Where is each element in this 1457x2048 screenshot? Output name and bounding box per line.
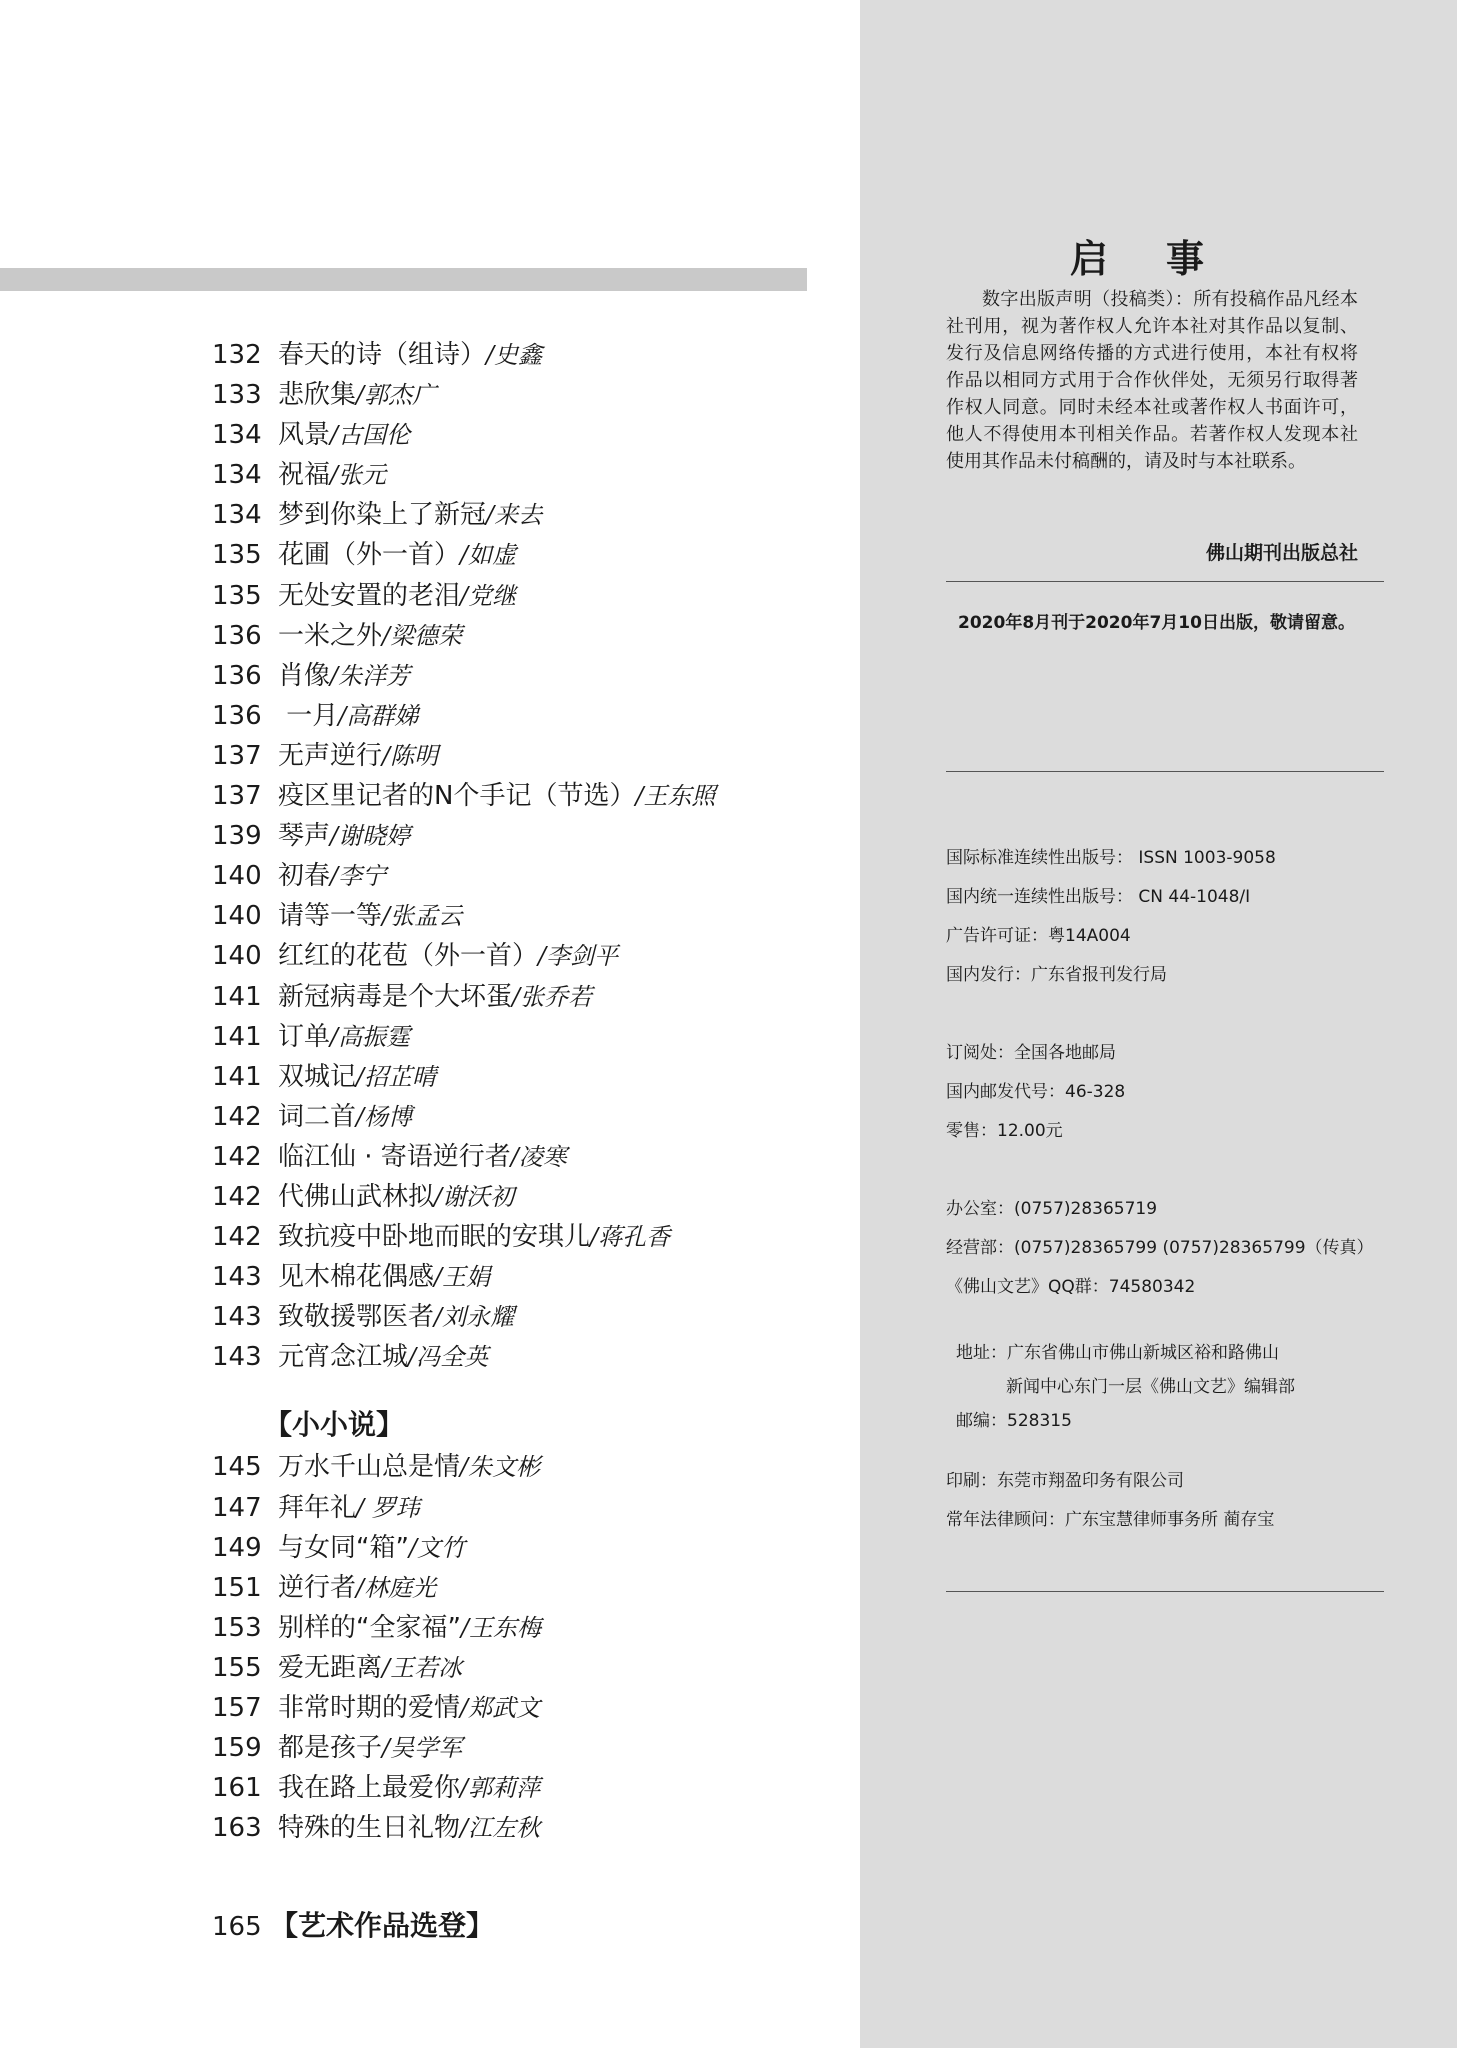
business-phone-line: 经营部：(0757)28365799 (0757)28365799（传真）: [946, 1238, 1374, 1258]
divider: [946, 771, 1384, 772]
toc-row: [212, 1688, 812, 1728]
page-number: 163: [212, 1813, 262, 1844]
entry-author: /吴学军: [382, 1734, 463, 1763]
section-title-art: 【艺术作品选登】: [270, 1909, 495, 1943]
toc-row: [212, 696, 812, 736]
page-number: 147: [212, 1492, 262, 1523]
entry-title: 逆行者: [278, 1572, 357, 1603]
toc-row: [212, 1568, 812, 1608]
qq-group-line: 《佛山文艺》QQ群：74580342: [946, 1277, 1196, 1297]
entry-title: 见木棉花偶感: [278, 1262, 435, 1293]
page-number: 133: [212, 380, 262, 411]
page-number: 145: [212, 1452, 262, 1483]
entry-author: /郭莉萍: [460, 1774, 541, 1803]
toc-row: [212, 1728, 812, 1768]
entry-author: /谢沃初: [434, 1182, 515, 1211]
entry-author: /张孟云: [382, 902, 463, 931]
office-phone-line: 办公室：(0757)28365719: [946, 1199, 1158, 1219]
entry-title: 致抗疫中卧地而眠的安琪儿: [278, 1222, 591, 1253]
entry-author: /林庭光: [356, 1573, 437, 1602]
address-line-2: 新闻中心东门一层《佛山文艺》编辑部: [1006, 1377, 1295, 1397]
entry-author: /王东梅: [460, 1613, 542, 1642]
toc-row: [212, 1608, 812, 1648]
page-number: 142: [212, 1181, 262, 1212]
page-number: 134: [212, 500, 262, 531]
issn-line: 国际标准连续性出版号： ISSN 1003-9058: [946, 848, 1276, 868]
entry-title: 疫区里记者的N个手记（节选）: [278, 781, 636, 812]
entry-title: 都是孩子: [278, 1733, 383, 1764]
page-number: 139: [212, 821, 262, 852]
entry-author: /梁德荣: [382, 621, 463, 650]
page-number: 142: [212, 1222, 262, 1253]
entry-author: /文竹: [408, 1533, 466, 1562]
page-number: 136: [212, 660, 262, 691]
entry-author: /郭杰广: [356, 381, 437, 410]
entry-author: /张元: [330, 461, 387, 490]
page-number: 136: [212, 700, 262, 731]
page-number: 142: [212, 1141, 262, 1172]
page-number: 143: [212, 1262, 262, 1293]
toc-row: [212, 616, 812, 656]
entry-title: 双城记: [278, 1061, 357, 1092]
entry-title: 代佛山武林拟: [278, 1181, 435, 1212]
entry-title: 悲欣集: [278, 380, 357, 411]
toc-row-art: [212, 1904, 812, 1948]
toc-row: [212, 736, 812, 776]
page-number: 136: [212, 620, 262, 651]
toc-row: [212, 495, 812, 535]
page-number: 140: [212, 861, 262, 892]
price-line: 零售：12.00元: [946, 1121, 1063, 1141]
divider: [946, 1591, 1384, 1592]
entry-title: 万水千山总是情: [278, 1452, 461, 1483]
entry-author: /冯全英: [408, 1343, 489, 1372]
entry-author: /王东照: [635, 782, 716, 811]
entry-title: 非常时期的爱情: [278, 1693, 461, 1723]
entry-author: /高振霆: [330, 1022, 411, 1051]
entry-title: 梦到你染上了新冠: [278, 500, 487, 531]
toc-row: [212, 1337, 812, 1377]
notice-signature: 佛山期刊出版总社: [1205, 542, 1358, 564]
toc-row: [212, 1217, 812, 1257]
section-title-fiction: 【小小说】: [264, 1408, 405, 1442]
page-number: 135: [212, 540, 262, 571]
entry-title: 特殊的生日礼物: [278, 1813, 461, 1844]
toc-row: [212, 656, 812, 696]
entry-title: 新冠病毒是个大坏蛋: [278, 981, 513, 1012]
page-number: 143: [212, 1302, 262, 1333]
toc-row: [212, 1257, 812, 1297]
entry-author: /招芷晴: [356, 1062, 437, 1091]
publication-note: 2020年8月刊于2020年7月10日出版，敬请留意。: [958, 613, 1355, 633]
entry-author: /江左秋: [460, 1814, 541, 1843]
entry-title: 订单: [278, 1021, 331, 1052]
toc-row: [212, 576, 812, 616]
entry-author: /李宁: [330, 862, 387, 891]
divider: [946, 581, 1384, 582]
toc-row: [212, 977, 812, 1017]
entry-title: 风景: [278, 420, 331, 451]
entry-author: /史鑫: [486, 341, 543, 369]
page-number: 140: [212, 941, 262, 972]
page-number: 134: [212, 460, 262, 491]
entry-title: 我在路上最爱你: [278, 1773, 461, 1804]
entry-title: 一月: [278, 700, 339, 731]
toc-row: [212, 1297, 812, 1337]
entry-author: /李剑平: [538, 942, 619, 971]
entry-author: /朱洋芳: [330, 661, 411, 690]
entry-title: 琴声: [278, 821, 331, 852]
page-number: 142: [212, 1101, 262, 1132]
printer-line: 印刷：东莞市翔盈印务有限公司: [946, 1471, 1184, 1491]
toc-row: [212, 335, 812, 375]
toc-row: [212, 1488, 812, 1528]
toc-row: [212, 1017, 812, 1057]
toc-row: [212, 1177, 812, 1217]
entry-title: 无处安置的老泪: [278, 580, 461, 611]
zip-line: 邮编：528315: [956, 1411, 1072, 1431]
page-number: 140: [212, 901, 262, 932]
toc-row: [212, 535, 812, 575]
page-number: 141: [212, 1021, 262, 1052]
page-number: 134: [212, 420, 262, 451]
cn-line: 国内统一连续性出版号： CN 44-1048/I: [946, 887, 1251, 907]
entry-author: /高群娣: [338, 701, 419, 730]
toc-row: [212, 1137, 812, 1177]
entry-author: /张乔若: [512, 982, 593, 1011]
entry-author: /王若冰: [382, 1653, 463, 1682]
entry-title: 致敬援鄂医者: [278, 1302, 435, 1333]
entry-title: 爱无距离: [278, 1652, 383, 1683]
toc-row: [212, 455, 812, 495]
entry-author: /古国伦: [330, 421, 411, 450]
entry-title: 临江仙 · 寄语逆行者: [278, 1141, 511, 1172]
entry-author: /蒋孔香: [590, 1223, 671, 1252]
toc-row: [212, 1057, 812, 1097]
page-number: 155: [212, 1652, 262, 1683]
toc-row: [212, 936, 812, 976]
entry-author: /杨博: [356, 1102, 413, 1131]
page-number: 143: [212, 1342, 262, 1373]
page-number: 137: [212, 740, 262, 771]
distribution-line: 国内发行：广东省报刊发行局: [946, 965, 1167, 985]
entry-title: 花圃（外一首）: [278, 540, 461, 571]
page-number: 132: [212, 340, 262, 370]
entry-author: /来去: [486, 501, 543, 530]
address-line-1: 地址：广东省佛山市佛山新城区裕和路佛山: [956, 1343, 1279, 1363]
page-number: 165: [212, 1912, 262, 1943]
page-number: 137: [212, 781, 262, 812]
postal-code-line: 国内邮发代号：46-328: [946, 1082, 1126, 1102]
entry-author: /党继: [460, 581, 517, 610]
toc-row: [212, 1648, 812, 1688]
page-number: 141: [212, 981, 262, 1012]
entry-title: 与女同“箱”: [278, 1532, 409, 1563]
page-number: 159: [212, 1733, 262, 1764]
toc-row: [212, 1768, 812, 1808]
notice-body: 数字出版声明（投稿类）：所有投稿作品凡经本社刊用，视为著作权人允许本社对其作品以复制、发行及信息网络传播的方式进行使用，本社有权将作品以相同方式用于合作伙伴处，无须另行取得著作权人同意。同时未经本社或著作权人书面许可，他人不得使用本刊相关作品。若著作权人发现本社使用其作品未付稿酬的，请及时与本社联系。: [946, 289, 1358, 472]
toc-row: [212, 856, 812, 896]
entry-title: 春天的诗（组诗）: [278, 340, 487, 370]
toc-row: [212, 375, 812, 415]
ad-license-line: 广告许可证：粤14A004: [946, 926, 1131, 946]
table-of-contents: [212, 335, 812, 1948]
toc-row: [212, 1097, 812, 1137]
page-number: 149: [212, 1532, 262, 1563]
entry-author: /刘永耀: [434, 1303, 515, 1332]
header-bar: [0, 268, 807, 291]
toc-row: [212, 816, 812, 856]
entry-title: 别样的“全家福”: [278, 1612, 461, 1643]
legal-advisor-line: 常年法律顾问：广东宝慧律师事务所 蔺存宝: [946, 1510, 1275, 1530]
entry-title: 请等一等: [278, 901, 383, 932]
entry-author: /王娟: [434, 1263, 491, 1292]
entry-title: 初春: [278, 861, 331, 892]
entry-title: 词二首: [278, 1101, 357, 1132]
notice-title: 启事: [1070, 236, 1263, 281]
entry-title: 拜年礼: [278, 1492, 357, 1523]
entry-author: /郑武文: [460, 1694, 541, 1722]
page-number: 151: [212, 1572, 262, 1603]
entry-title: 祝福: [278, 460, 331, 491]
entry-author: /朱文彬: [460, 1453, 541, 1482]
page-number: 153: [212, 1612, 262, 1643]
entry-author: /陈明: [382, 741, 439, 770]
page-number: 141: [212, 1061, 262, 1092]
entry-author: /如虚: [460, 541, 517, 570]
entry-title: 无声逆行: [278, 740, 383, 771]
subscription-line: 订阅处：全国各地邮局: [946, 1043, 1116, 1063]
toc-row: [212, 896, 812, 936]
toc-row: [212, 415, 812, 455]
entry-title: 一米之外: [278, 620, 383, 651]
toc-row: [212, 1447, 812, 1487]
entry-author: /凌寒: [510, 1142, 567, 1171]
toc-row: [212, 1808, 812, 1848]
entry-author: / 罗玮: [356, 1493, 420, 1522]
entry-author: /谢晓婷: [330, 822, 411, 851]
page-number: 157: [212, 1693, 262, 1723]
toc-row: [212, 1528, 812, 1568]
toc-row: [212, 776, 812, 816]
entry-title: 元宵念江城: [278, 1342, 409, 1373]
entry-title: 肖像: [278, 660, 331, 691]
poetry-list: [212, 335, 812, 1377]
fiction-list: [212, 1447, 812, 1848]
page-number: 135: [212, 580, 262, 611]
page-number: 161: [212, 1773, 262, 1804]
entry-title: 红红的花苞（外一首）: [278, 941, 539, 972]
